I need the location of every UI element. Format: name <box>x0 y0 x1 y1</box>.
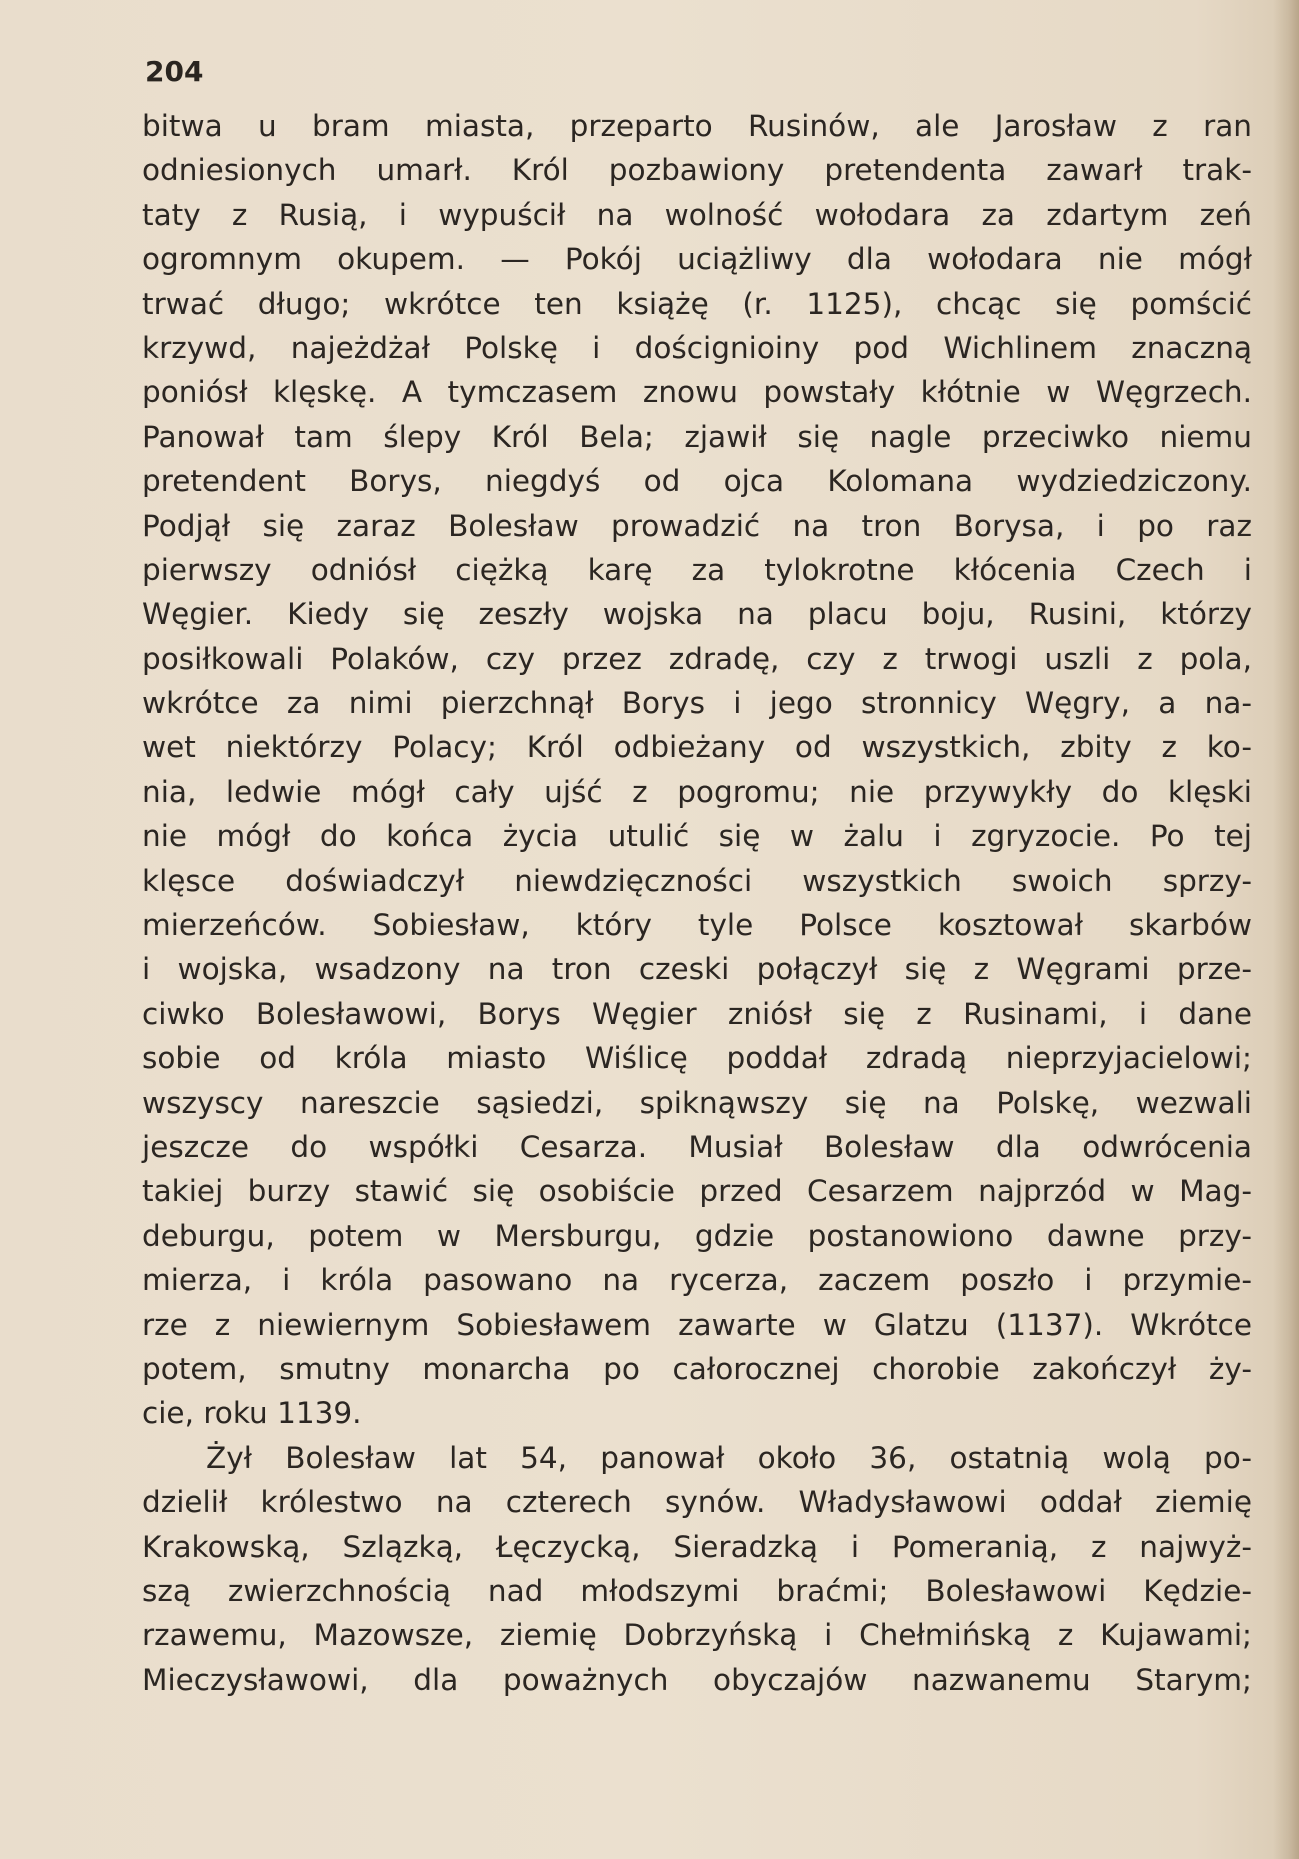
body-text <box>142 104 1252 1702</box>
page-edge-shadow <box>1273 0 1299 1859</box>
text-line: wkrótce za nimi pierzchnął Borys i jego stronnicy Węgry, a na- <box>142 686 1252 721</box>
text-line: i wojska, wsadzony na tron czeski połączył się z Węgrami prze- <box>142 952 1252 987</box>
text-line: wet niektórzy Polacy; Król odbieżany od wszystkich, zbity z ko- <box>142 730 1252 765</box>
text-line: taty z Rusią, i wypuścił na wolność wołodara za zdartym zeń <box>142 197 1252 232</box>
text-line: mierzeńców. Sobiesław, który tyle Polsce kosztował skarbów <box>142 908 1252 943</box>
text-line: nia, ledwie mógł cały ujść z pogromu; nie przywykły do klęski <box>142 774 1252 809</box>
text-line: klęsce doświadczył niewdzięczności wszystkich swoich sprzy- <box>142 863 1252 898</box>
text-line: ogromnym okupem. — Pokój uciążliwy dla wołodara nie mógł <box>142 242 1252 277</box>
text-line: Węgier. Kiedy się zeszły wojska na placu boju, Rusini, którzy <box>142 597 1252 632</box>
text-line: potem, smutny monarcha po całorocznej chorobie zakończył ży- <box>142 1351 1252 1386</box>
text-line: deburgu, potem w Mersburgu, gdzie postanowiono dawne przy- <box>142 1218 1252 1253</box>
text-line: szą zwierzchnością nad młodszymi braćmi; Bolesławowi Kędzie- <box>142 1573 1252 1608</box>
text-line: odniesionych umarł. Król pozbawiony pretendenta zawarł trak- <box>142 153 1252 188</box>
text-line: ciwko Bolesławowi, Borys Węgier zniósł się z Rusinami, i dane <box>142 996 1252 1031</box>
text-line: Podjął się zaraz Bolesław prowadzić na tron Borysa, i po raz <box>142 508 1252 543</box>
text-line: sobie od króla miasto Wiślicę poddał zdradą nieprzyjacielowi; <box>142 1041 1252 1076</box>
text-line: Żył Bolesław lat 54, panował około 36, ostatnią wolą po- <box>206 1440 1252 1475</box>
text-line: Krakowską, Szlązką, Łęczycką, Sieradzką i Pomeranią, z najwyż- <box>142 1529 1252 1564</box>
text-line: Panował tam ślepy Król Bela; zjawił się nagle przeciwko niemu <box>142 419 1252 454</box>
page-number: 204 <box>145 55 204 88</box>
text-line: nie mógł do końca życia utulić się w żalu i zgryzocie. Po tej <box>142 819 1252 854</box>
text-line: wszyscy nareszcie sąsiedzi, spiknąwszy się na Polskę, wezwali <box>142 1085 1252 1120</box>
text-line: dzielił królestwo na czterech synów. Władysławowi oddał ziemię <box>142 1485 1252 1520</box>
text-line: posiłkowali Polaków, czy przez zdradę, czy z trwogi uszli z pola, <box>142 641 1252 676</box>
text-line: takiej burzy stawić się osobiście przed Cesarzem najprzód w Mag- <box>142 1174 1252 1209</box>
text-line: rze z niewiernym Sobiesławem zawarte w Glatzu (1137). Wkrótce <box>142 1307 1252 1342</box>
text-line: cie, roku 1139. <box>142 1396 362 1431</box>
text-line: jeszcze do współki Cesarza. Musiał Bolesław dla odwrócenia <box>142 1129 1252 1164</box>
paragraph-2 <box>142 1436 1252 1702</box>
text-line: trwać długo; wkrótce ten książę (r. 1125), chcąc się pomścić <box>142 286 1252 321</box>
text-line: mierza, i króla pasowano na rycerza, zaczem poszło i przymie- <box>142 1263 1252 1298</box>
text-line: rzawemu, Mazowsze, ziemię Dobrzyńską i Chełmińską z Kujawami; <box>142 1618 1252 1653</box>
text-line: pierwszy odniósł ciężką karę za tylokrotne kłócenia Czech i <box>142 552 1252 587</box>
text-line: pretendent Borys, niegdyś od ojca Kolomana wydziedziczony. <box>142 464 1252 499</box>
paragraph-1 <box>142 104 1252 1436</box>
text-line: krzywd, najeżdżał Polskę i doścignioiny pod Wichlinem znaczną <box>142 330 1252 365</box>
text-line: Mieczysławowi, dla poważnych obyczajów nazwanemu Starym; <box>142 1662 1252 1697</box>
text-line: bitwa u bram miasta, przeparto Rusinów, ale Jarosław z ran <box>142 109 1252 143</box>
text-line: poniósł klęskę. A tymczasem znowu powstały kłótnie w Węgrzech. <box>142 375 1252 410</box>
